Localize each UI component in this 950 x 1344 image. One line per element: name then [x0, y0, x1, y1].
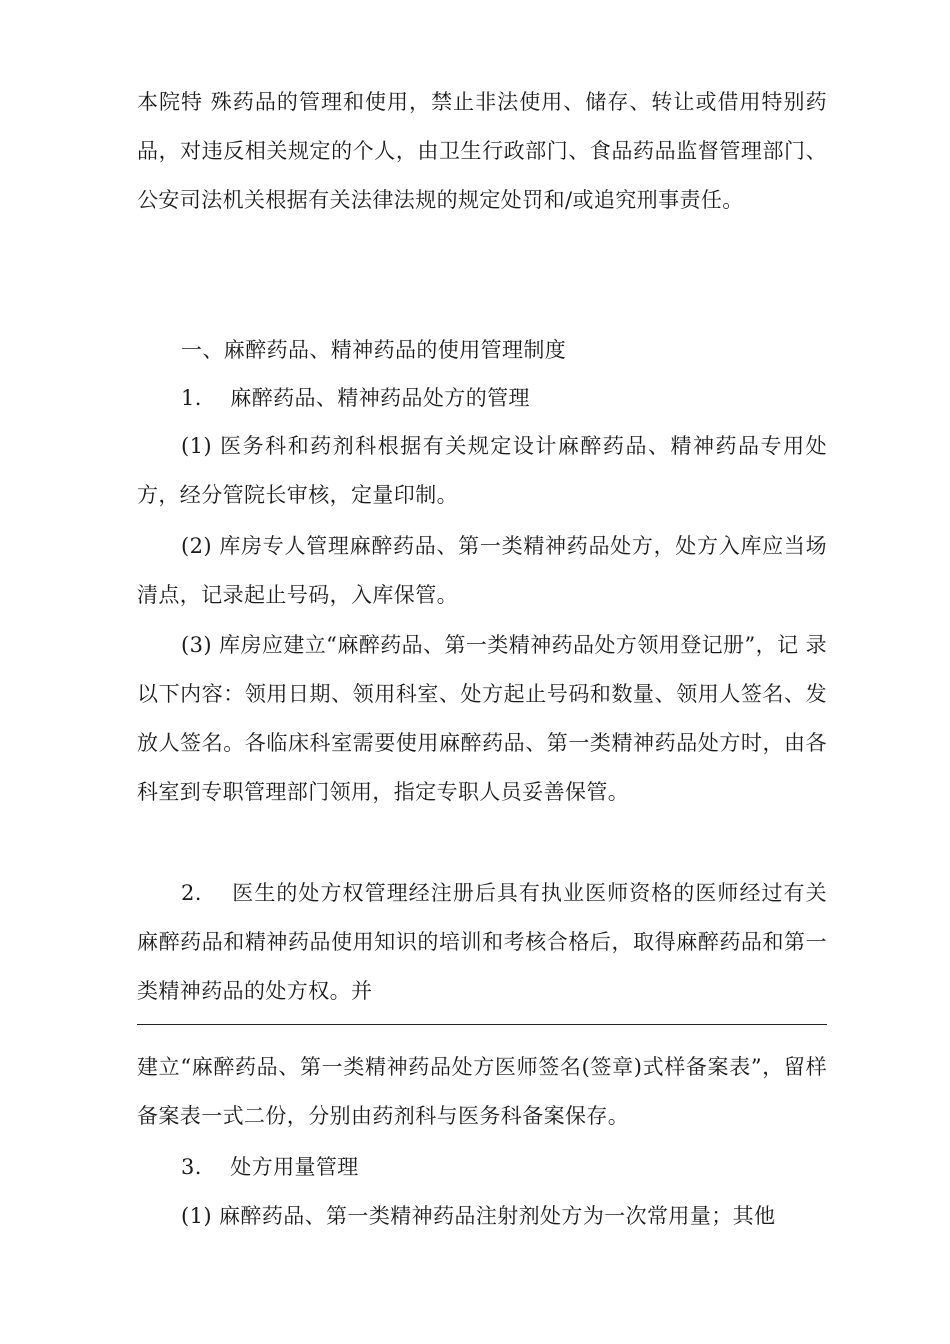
paragraph-item-2: (2) 库房专人管理麻醉药品、第一类精神药品处方，处方入库应当场清点，记录起止号码，入库保管。	[137, 534, 827, 607]
paragraph-item-3: (3) 库房应建立“麻醉药品、第一类精神药品处方领用登记册”，记 录以下内容：领用日期、领用科室、处方起止号码和数量、领用人签名、发放人签名。各临床科室需要使用麻醉药品、第一类精神药品处方时，由各科室到专职管理部门领用，指定专职人员妥善保管。	[137, 633, 827, 804]
paragraph-prescription-authority: 2. 医生的处方权管理经注册后具有执业医师资格的医师经过有关麻醉药品和精神药品使用知识的培训和考核合格后，取得麻醉药品和第一类精神药品的处方权。并	[137, 881, 827, 1003]
paragraph-dosage-item-1: (1) 麻醉药品、第一类精神药品注射剂处方为一次常用量；其他	[181, 1204, 776, 1228]
paragraph-signature-record: 建立“麻醉药品、第一类精神药品处方医师签名(签章)式样备案表”，留样备案表一式二份，分别由药剂科与医务科备案保存。	[137, 1055, 827, 1128]
paragraph-item-1: (1) 医务科和药剂科根据有关规定设计麻醉药品、精神药品专用处方，经分管院长审核，定量印制。	[137, 434, 827, 507]
subheading-prescription-management: 1. 麻醉药品、精神药品处方的管理	[181, 386, 530, 410]
page-divider	[137, 1024, 827, 1025]
section-heading-1: 一、麻醉药品、精神药品的使用管理制度	[181, 338, 567, 362]
subheading-dosage-management: 3. 处方用量管理	[181, 1155, 359, 1179]
paragraph-special-drugs-intro: 本院特 殊药品的管理和使用，禁止非法使用、储存、转让或借用特别药品，对违反相关规定的个人，由卫生行政部门、食品药品监督管理部门、公安司法机关根据有关法律法规的规定处罚和/或追究刑事责任。	[137, 90, 827, 212]
